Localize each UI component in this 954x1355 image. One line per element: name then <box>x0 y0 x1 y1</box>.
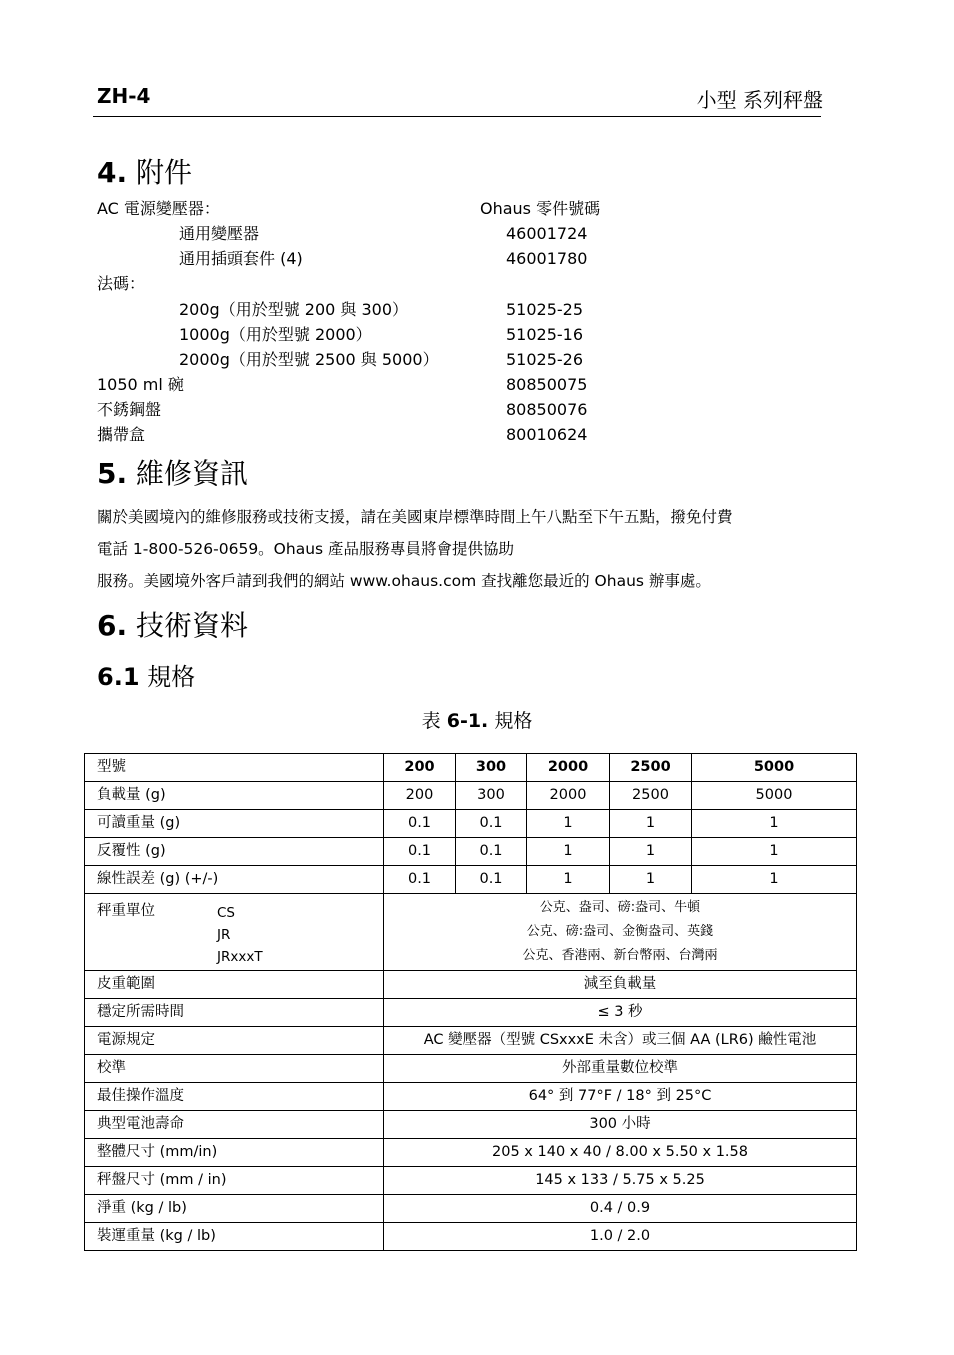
section-4-heading: 4. 附件 <box>97 156 193 189</box>
header-cell: 300 <box>456 754 527 782</box>
header-cell: 2000 <box>527 754 610 782</box>
units-row <box>85 894 857 971</box>
acc-ac-label: AC 電源變壓器： <box>97 199 220 218</box>
table-row: 淨重 (kg / lb) 0.4 / 0.9 <box>85 1195 857 1223</box>
service-paragraph-line: 服務。美國境外客戶請到我們的網站 www.ohaus.com 查找離您最近的 Ohaus 辦事處。 <box>97 572 711 590</box>
page-number: ZH-4 <box>97 84 151 108</box>
table-row: 負載量 (g) 200 300 2000 2500 5000 <box>85 782 857 810</box>
table-row: 典型電池壽命 300 小時 <box>85 1111 857 1139</box>
units-label-cell <box>85 894 384 971</box>
acc-weights-label-row: 法碼： <box>97 274 146 293</box>
table-row: 裝運重量 (kg / lb) 1.0 / 2.0 <box>85 1223 857 1251</box>
table-caption: 表 6-1. 規格 <box>421 710 533 732</box>
table-row: 反覆性 (g) 0.1 0.1 1 1 1 <box>85 838 857 866</box>
header-cell: 5000 <box>692 754 857 782</box>
units-label: 秤重單位 <box>97 903 155 919</box>
header-cell: 型號 <box>85 754 384 782</box>
acc-item: 不銹鋼盤 80850076 <box>97 400 588 419</box>
units-models: CS JR JRxxxT <box>217 905 263 965</box>
table-row: 最佳操作溫度 64° 到 77°F / 18° 到 25°C <box>85 1083 857 1111</box>
table-row: 校準 外部重量數位校準 <box>85 1055 857 1083</box>
running-title: 小型 系列秤盤 <box>696 88 823 112</box>
acc-item: 1050 ml 碗 80850075 <box>97 375 588 394</box>
acc-item: 2000g（用於型號 2500 與 5000） 51025-26 <box>179 350 584 369</box>
section-5-heading: 5. 維修資訊 <box>97 457 249 490</box>
table-row: 電源規定 AC 變壓器（型號 CSxxxE 未含）或三個 AA (LR6) 鹼性電池 <box>85 1027 857 1055</box>
acc-item: 200g（用於型號 200 與 300） 51025-25 <box>179 300 584 319</box>
section-6-heading: 6. 技術資料 <box>97 609 249 642</box>
acc-item: 1000g（用於型號 2000） 51025-16 <box>179 325 584 344</box>
service-paragraph-line: 關於美國境內的維修服務或技術支援，請在美國東岸標準時間上午八點至下午五點，撥免付費 <box>97 508 733 526</box>
table-row: 線性誤差 (g) (+/-) 0.1 0.1 1 1 1 <box>85 866 857 894</box>
spec-table <box>84 753 857 1251</box>
header-cell: 200 <box>384 754 456 782</box>
table-row: 穩定所需時間 ≤ 3 秒 <box>85 999 857 1027</box>
table-row: 可讀重量 (g) 0.1 0.1 1 1 1 <box>85 810 857 838</box>
service-paragraph-line: 電話 1-800-526-0659。Ohaus 產品服務專員將會提供協助 <box>97 540 515 558</box>
section-6-1-heading: 6.1 規格 <box>97 663 196 691</box>
header-cell: 2500 <box>610 754 692 782</box>
header-rule <box>93 116 821 117</box>
part-number-header: Ohaus 零件號碼 <box>480 199 601 218</box>
units-values-cell: 公克、盎司、磅:盎司、牛頓 公克、磅:盎司、金衡盎司、英錢 公克、香港兩、新台幣兩、台灣兩 <box>384 894 857 971</box>
acc-item: 攜帶盒 80010624 <box>97 425 588 444</box>
acc-item: 通用插頭套件 (4) 46001780 <box>179 249 588 268</box>
table-row: 皮重範圍 減至負載量 <box>85 971 857 999</box>
table-row: 秤盤尺寸 (mm / in) 145 x 133 / 5.75 x 5.25 <box>85 1167 857 1195</box>
table-header-row <box>85 754 857 782</box>
acc-item: 通用變壓器 46001724 <box>179 224 588 243</box>
table-row: 整體尺寸 (mm/in) 205 x 140 x 40 / 8.00 x 5.50 x 1.58 <box>85 1139 857 1167</box>
acc-ac-row <box>97 196 797 221</box>
